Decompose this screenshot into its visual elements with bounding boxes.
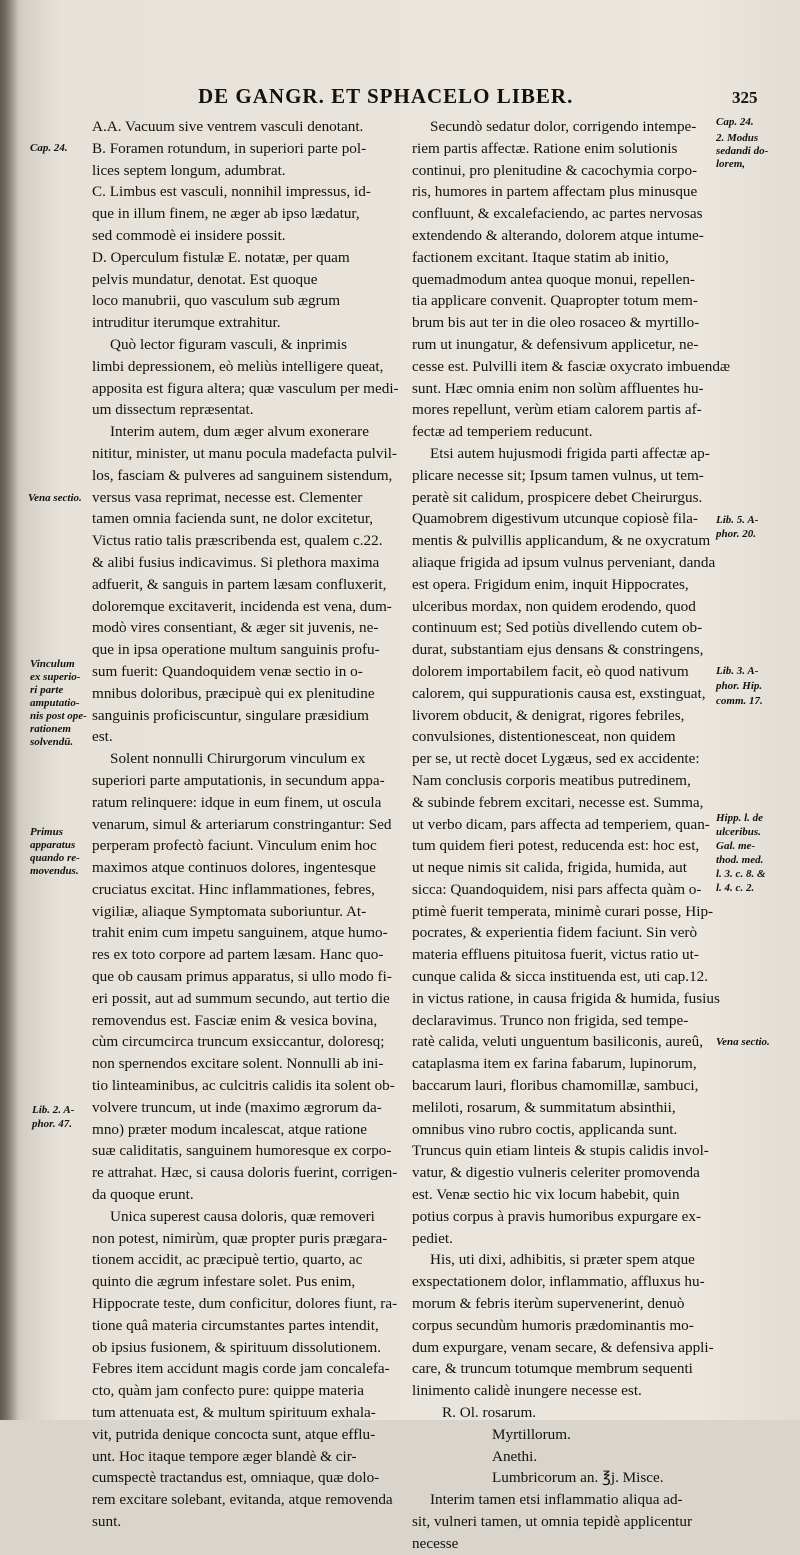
text-line: intruditur iterumque extrahitur. — [92, 314, 281, 332]
text-line: tione quâ materia circumstantes partes intendit, — [92, 1316, 379, 1334]
margin-note-aphorism: phor. 47. — [32, 1118, 73, 1130]
text-line: corpus secundùm humoris prædominantis mo- — [412, 1316, 694, 1334]
margin-note-galen: Hipp. l. de — [716, 812, 764, 824]
text-line: mentis & pulvillis applicandum, & ne oxycratum — [412, 532, 711, 550]
running-header: DE GANGR. ET SPHACELO LIBER. — [198, 84, 574, 108]
text-line: sum fuerit: Quandoquidem venæ sectio in o- — [92, 662, 363, 680]
text-line: tia applicare convenit. Quapropter totum mem- — [412, 292, 698, 310]
text-line: non potest, nimirùm, quæ propter puris prægara- — [92, 1229, 388, 1247]
text-line: vit, putrida denique concocta sunt, atque efflu- — [92, 1425, 376, 1443]
text-line: res ex toto corpore ad partem læsam. Hanc quo- — [92, 946, 384, 964]
margin-note-aphorism: Lib. 2. A- — [32, 1104, 75, 1116]
text-line: re attrahat. Hæc, si causa doloris fuerint, corrigen- — [92, 1164, 398, 1182]
text-line: mores repellunt, verùm etiam calorem partis af- — [412, 401, 702, 419]
text-line: tio linteaminibus, ac culcitris calidis ita solent ob- — [92, 1077, 395, 1095]
text-line: declaravimus. Trunco non frigida, sed tempe- — [412, 1011, 689, 1029]
text-line: sed commodè ei insidere possit. — [92, 226, 286, 244]
text-line: los, fasciam & pulveres ad sanguinem sistendum, — [92, 466, 393, 484]
text-line: peratè sit calidum, prospicere debet Cheirurgus. — [412, 488, 703, 506]
text-line: convulsiones, distentionesceat, non quidem — [412, 728, 676, 746]
text-line: nititur, minister, ut manu pocula madefacta pulvil- — [92, 444, 397, 462]
margin-note-commentary: comm. 17. — [716, 695, 763, 707]
text-line: D. Operculum fistulæ E. notatæ, per quam — [92, 248, 350, 266]
margin-note-apparatus: Primus — [30, 826, 64, 838]
text-line: brum bis aut ter in die oleo rosaceo & myrtillo- — [412, 314, 700, 332]
text-line: continui, pro plenitudine & cacochymia corpo- — [412, 161, 698, 179]
margin-note-galen: ulceribus. — [716, 826, 761, 838]
text-line: His, uti dixi, adhibitis, si præter spem atque — [430, 1251, 695, 1269]
text-line: Quamobrem digestivum utcunque copiosè fila- — [412, 510, 698, 528]
text-line: maximos atque continuos dolores, ingentesque — [92, 859, 376, 877]
text-line: cunque calida & sicca instituenda est, uti cap.12. — [412, 968, 709, 986]
text-line: vigiliæ, aliaque Symptomata suboriuntur. At- — [92, 902, 367, 920]
text-line: mno) præter modum incalescat, atque ratione — [92, 1120, 367, 1138]
margin-note-vinculum: amputatio- — [30, 697, 80, 709]
text-line: um dissectum repræsentat. — [92, 401, 254, 419]
text-line: volvere truncum, ut inde (maximo ægrorum da- — [92, 1098, 382, 1116]
text-line: que ob causam primus apparatus, si ullo modo fi- — [92, 968, 392, 986]
text-line: superiori parte amputationis, in secundum appa- — [92, 771, 385, 789]
text-line: materia effluens pituitosa fuerit, victus ratio ut- — [412, 946, 699, 964]
text-line: Myrtillorum. — [492, 1425, 571, 1443]
text-line: tum quidem fieri potest, reducenda est: hoc est, — [412, 837, 700, 855]
text-line: est opera. Frigidum enim, inquit Hippocrates, — [412, 575, 689, 593]
margin-note-modus: 2. Modus — [716, 132, 759, 144]
text-line: extendendo & alterando, dolorem atque intume- — [412, 226, 704, 244]
text-line: da quoque erunt. — [92, 1186, 194, 1204]
margin-note-vinculum: ex superio- — [30, 671, 81, 683]
text-line: Etsi autem hujusmodi frigida parti affectæ ap- — [430, 444, 710, 462]
text-line: omnibus vino rubro coctis, applicanda sunt. — [412, 1120, 678, 1138]
margin-note-apparatus: quando re- — [30, 852, 80, 864]
text-line: cruciatus excitat. Hinc inflammationes, febres, — [92, 880, 375, 898]
text-line: sunt. Hæc omnia enim non solùm affluentes hu- — [412, 379, 704, 397]
text-line: limbi depressionem, eò meliùs intelligere queat, — [92, 357, 384, 375]
text-line: rum ut inungatur, & defensivum applicetur, ne- — [412, 335, 699, 353]
text-line: confluunt, & excalefaciendo, ac partes nervosas — [412, 205, 703, 223]
text-line: Truncus quin etiam linteis & stupis calidis invol- — [412, 1142, 709, 1160]
margin-note-vinculum: nis post ope- — [30, 710, 87, 722]
text-line: loco manubrii, quo vasculum sub ægrum — [92, 292, 341, 310]
margin-note-apparatus: apparatus — [30, 839, 76, 851]
text-line: cumspectè tractandus est, omniaque, quæ dolo- — [92, 1469, 380, 1487]
text-line: Hippocrate teste, dum conficitur, dolores fiunt, ra- — [92, 1295, 398, 1313]
text-line: doloremque excitaverit, incidenda est vena, dum- — [92, 597, 392, 615]
margin-note-vinculum: rationem — [30, 723, 71, 735]
text-line: que in ipsa operatione multum sanguinis profu- — [92, 641, 380, 659]
text-line: ratè calida, veluti unguentum basiliconis, aureû, — [412, 1033, 704, 1051]
margin-note-chapter: Cap. 24. — [30, 142, 68, 154]
text-line: tum attenuata est, & multum spirituum exhala- — [92, 1404, 376, 1422]
text-line: livorem obducit, & denigrat, rigores febriles, — [412, 706, 685, 724]
text-line: care, & truncum totumque membrum sequenti — [412, 1360, 693, 1378]
margin-note-vinculum: Vinculum — [30, 658, 75, 670]
text-line: plicare necesse sit; Ipsum tamen vulnus, ut tem- — [412, 466, 704, 484]
margin-note-apparatus: movendus. — [30, 865, 79, 877]
left-text-column — [92, 116, 399, 1533]
text-line: removendus est. Fasciæ enim & vesica bovina, — [92, 1011, 378, 1029]
text-line: modò vires consentiant, & æger sit juvenis, ne- — [92, 619, 379, 637]
text-line: ulceribus mordax, non quidem erodendo, quod — [412, 597, 696, 615]
text-line: cto, quàm jam confecto pure: quippe materia — [92, 1382, 365, 1400]
text-line: versus vasa reprimat, necesse est. Clementer — [92, 488, 363, 506]
margin-note-galen: Gal. me- — [716, 840, 756, 852]
text-line: Secundò sedatur dolor, corrigendo intempe- — [430, 118, 697, 135]
margin-note-modus: lorem, — [716, 158, 746, 170]
text-line: necesse — [412, 1534, 459, 1552]
text-line: baccarum lauri, floribus chamomillæ, sambuci, — [412, 1077, 699, 1095]
text-line: rem excitare solebant, evitanda, atque removenda — [92, 1491, 393, 1509]
text-line: lices septem longum, adumbrat. — [92, 161, 286, 179]
text-line: non spernendos excitare solent. Nonnulli ab ini- — [92, 1055, 384, 1073]
binding-shadow — [0, 0, 18, 1420]
text-line: B. Foramen rotundum, in superiori parte pol- — [92, 139, 367, 157]
text-line: tionem accidit, ac præcipuè tertio, quarto, ac — [92, 1251, 363, 1269]
text-line: Interim tamen etsi inflammatio aliqua ad- — [430, 1491, 683, 1509]
margin-note-vena-sectio: Vena sectio. — [28, 492, 82, 504]
text-line: linimento calidè inungere necesse est. — [412, 1382, 642, 1400]
text-line: continuum est; Sed potiùs divellendo cutem ob- — [412, 619, 703, 637]
text-line: perperam profectò faciunt. Vinculum enim hoc — [92, 837, 377, 855]
text-line: suæ caliditatis, sanguinem humoresque ex corpo- — [92, 1142, 392, 1160]
text-line: ut verbo dicam, pars affecta ad temperiem, quan- — [412, 815, 710, 833]
margin-note-galen: l. 3. c. 8. & — [716, 868, 766, 880]
text-line: sunt. — [92, 1513, 122, 1530]
text-line: aliaque frigida ad ipsum vulnus perveniant, danda — [412, 553, 716, 571]
text-line: sit, vulneri tamen, ut omnia tepidè applicentur — [412, 1513, 693, 1530]
text-line: meliloti, rosarum, & summitatum absinthii, — [412, 1098, 676, 1116]
text-line: ut neque nimis sit calida, frigida, humida, aut — [412, 859, 687, 877]
text-line: trahit enim cum impetu sanguinem, atque humo- — [92, 924, 388, 942]
text-line: ris, humores in partem affectam plus minusque — [412, 183, 698, 201]
text-line: Anethi. — [492, 1447, 538, 1465]
margin-note-aphorism-right: Lib. 5. A- — [716, 514, 759, 526]
text-line: cùm circumcirca truncum exsiccantur, doloresq; — [92, 1033, 385, 1051]
text-line: exspectationem dolor, inflammatio, affluxus hu- — [412, 1273, 705, 1291]
text-line: tamen omnia facienda sunt, ne dolor excitetur, — [92, 510, 374, 528]
text-line: fectæ ad temperiem reducunt. — [412, 423, 593, 441]
text-line: adfuerit, & sanguis in partem læsam confluxerit, — [92, 575, 387, 593]
text-line: per se, ut rectè docet Lygæus, sed ex accidente: — [412, 750, 700, 768]
text-line: Interim autem, dum æger alvum exonerare — [110, 423, 369, 441]
text-line: Unica superest causa doloris, quæ removeri — [110, 1207, 375, 1225]
text-line: pediet. — [412, 1229, 453, 1247]
text-line: ratum relinquere: idque in eum finem, ut oscula — [92, 793, 382, 811]
text-line: Victus ratio talis præscribenda est, qualem c.22. — [92, 532, 383, 550]
margin-note-chapter-right: Cap. 24. — [716, 116, 754, 128]
text-line: eri possit, aut ad summum secundo, aut tertio die — [92, 989, 390, 1007]
text-line: est. Venæ sectio hic vix locum habebit, quin — [412, 1186, 680, 1204]
text-line: A.A. Vacuum sive ventrem vasculi denotant. — [92, 118, 364, 135]
text-line: apposita est figura altera; quæ vasculum per medi- — [92, 379, 399, 397]
margin-note-galen: thod. med. — [716, 854, 764, 866]
text-line: cesse est. Pulvilli item & fasciæ oxycrato imbuendæ — [412, 357, 731, 375]
text-line: sicca: Quandoquidem, nisi pars affecta quàm o- — [412, 880, 702, 898]
text-line: ob ipsius fusionem, & spirituum dissolutionem. — [92, 1338, 381, 1356]
text-line: durat, substantiam ejus densans & constringens, — [412, 641, 704, 659]
text-line: mnibus doloribus, præcipuè qui ex plenitudine — [92, 684, 375, 702]
text-line: dum expurgare, venam secare, & defensiva appli- — [412, 1338, 714, 1356]
text-line: vatur, & digestio vulneris celeriter promovenda — [412, 1164, 700, 1182]
text-line: R. Ol. rosarum. — [442, 1404, 537, 1422]
text-line: pelvis mundatur, denotat. Est quoque — [92, 270, 318, 288]
text-line: pocrates, & experientia fidem faciunt. Sin verò — [412, 924, 698, 942]
text-line: ptimè fuerit temperata, minimè curari posse, Hip- — [412, 902, 714, 920]
page-number: 325 — [732, 88, 758, 107]
text-line: dolorem importabilem facit, eò quod nativum — [412, 662, 689, 680]
margin-note-commentary: phor. Hip. — [716, 680, 763, 692]
text-line: est. — [92, 728, 113, 746]
margin-note-aphorism-right: phor. 20. — [716, 528, 757, 540]
text-line: potius corpus à pravis humoribus expurgare ex- — [412, 1207, 702, 1225]
text-line: calorem, qui suppurationis causa est, exstinguat, — [412, 684, 706, 702]
text-line: quinto die ægrum infestare solet. Pus enim, — [92, 1273, 356, 1291]
text-line: Febres item accidunt magis corde jam concalefa- — [92, 1360, 390, 1378]
text-line: cataplasma item ex farina fabarum, lupinorum, — [412, 1055, 697, 1073]
text-line: C. Limbus est vasculi, nonnihil impressus, id- — [92, 183, 371, 201]
text-line: & alibi fusius indicavimus. Si plethora maxima — [92, 553, 380, 571]
text-line: Lumbricorum an. ℥j. Misce. — [492, 1469, 664, 1487]
text-line: Nam conclusis corporis meatibus putredinem, — [412, 771, 691, 789]
text-line: venarum, simul & arteriarum constringantur: Sed — [92, 815, 392, 833]
text-line: factionem excitant. Itaque statim ab initio, — [412, 248, 669, 266]
text-line: riem partis affectæ. Ratione enim solutionis — [412, 139, 678, 157]
margin-note-commentary: Lib. 3. A- — [716, 665, 759, 677]
text-line: Quò lector figuram vasculi, & inprimis — [110, 335, 348, 353]
text-line: Solent nonnulli Chirurgorum vinculum ex — [110, 750, 366, 768]
margin-note-galen: l. 4. c. 2. — [716, 882, 755, 894]
text-line: quemadmodum antea quoque monui, repellen- — [412, 270, 695, 288]
right-text-column — [412, 116, 731, 1555]
text-line: que in illum finem, ne æger ab ipso lædatur, — [92, 205, 360, 223]
text-line: in victus ratione, in causa frigida & humida, fusius — [412, 989, 720, 1007]
margin-note-modus: sedandi do- — [716, 145, 769, 157]
margin-note-vena-sectio-right: Vena sectio. — [716, 1036, 770, 1048]
text-line: unt. Hoc itaque tempore æger blandè & cir- — [92, 1447, 357, 1465]
margin-note-vinculum: ri parte — [30, 684, 64, 696]
margin-note-vinculum: solvendū. — [30, 736, 74, 748]
text-line: & subinde febrem excitari, necesse est. Summa, — [412, 793, 704, 811]
text-line: sanguinis proficiscuntur, singulare præsidium — [92, 706, 369, 724]
text-line: morum & febris iterùm supervenerint, denuò — [412, 1295, 685, 1313]
